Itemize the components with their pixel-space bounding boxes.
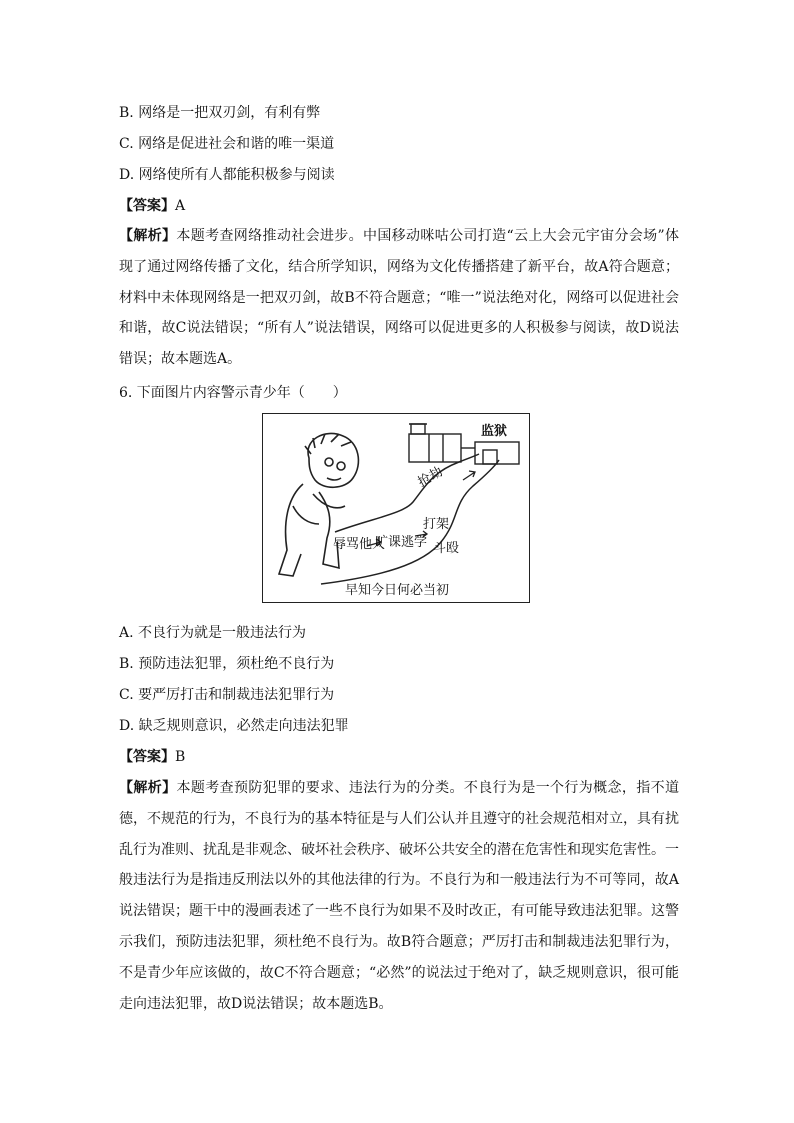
label-fight: 打架 <box>423 517 450 532</box>
q6-option-c: C. 要严厉打击和制裁违法犯罪行为 <box>119 687 335 703</box>
q5-option-b: B. 网络是一把双刃剑，有利有弊 <box>119 105 321 121</box>
q6-question: 6. 下面图片内容警示青少年（ ） <box>119 385 347 401</box>
teen-figure <box>279 433 358 576</box>
label-brawl: 斗殴 <box>433 541 460 556</box>
q6-option-d: D. 缺乏规则意识，必然走向违法犯罪 <box>119 718 349 734</box>
answer-value: A <box>175 198 186 214</box>
answer-value: B <box>175 749 186 765</box>
q5-answer <box>119 196 185 216</box>
answer-label: 【答案】 <box>119 749 175 765</box>
prison-label: 监狱 <box>481 424 508 439</box>
analysis-text: 本题考查预防犯罪的要求、违法行为的分类。不良行为是一个行为概念，指不道德，不规范的行为，不良行为的基本特征是与人们公认并且遵守的社会规范相对立，具有扰乱行为准则、扰乱是非观念、破坏社会秩序、破坏公共安全的潜在危害性和现实危害性。一般违法行为是指违反刑法以外的其他法律的行为。不良行为和一般违法行为不可等同，故A说法错误；题干中的漫画表述了一些不良行为如果不及时改正，有可能导致违法犯罪。这警示我们，预防违法犯罪，须杜绝不良行为。故B符合题意；严厉打击和制裁违法犯罪行为，不是青少年应该做的，故C不符合题意；“必然”的说法过于绝对了，缺乏规则意识，很可能走向违法犯罪，故D说法错误；故本题选B。 <box>119 780 680 1012</box>
label-insult: 辱骂他人 <box>333 537 386 552</box>
analysis-text: 本题考查网络推动社会进步。中国移动咪咕公司打造“云上大会元宇宙分会场”体现了通过网络传播了文化，结合所学知识，网络为文化传播搭建了新平台，故A符合题意；材料中未体现网络是一把双刃剑，故B不符合题意；“唯一”说法绝对化，网络可以促进社会和谐，故C说法错误；“所有人”说法错误，网络可以促进更多的人积极参与阅读，故D说法错误；故本题选A。 <box>119 228 680 368</box>
cartoon-figure <box>262 413 530 603</box>
q5-option-d: D. 网络使所有人都能积极参与阅读 <box>119 167 335 183</box>
label-skip: 旷课逃学 <box>375 535 428 550</box>
q6-analysis <box>119 773 679 1019</box>
analysis-label: 【解析】 <box>119 780 177 796</box>
q6-option-a: A. 不良行为就是一般违法行为 <box>119 625 307 641</box>
q6-answer <box>119 747 185 767</box>
label-rob: 抢劫 <box>415 464 446 491</box>
answer-label: 【答案】 <box>119 198 175 214</box>
analysis-label: 【解析】 <box>119 228 177 244</box>
q5-analysis <box>119 221 679 375</box>
cartoon-drawing <box>263 414 529 602</box>
q5-option-c: C. 网络是促进社会和谐的唯一渠道 <box>119 136 335 152</box>
q6-option-b: B. 预防违法犯罪，须杜绝不良行为 <box>119 656 335 672</box>
cartoon-caption: 早知今日何必当初 <box>345 583 450 598</box>
